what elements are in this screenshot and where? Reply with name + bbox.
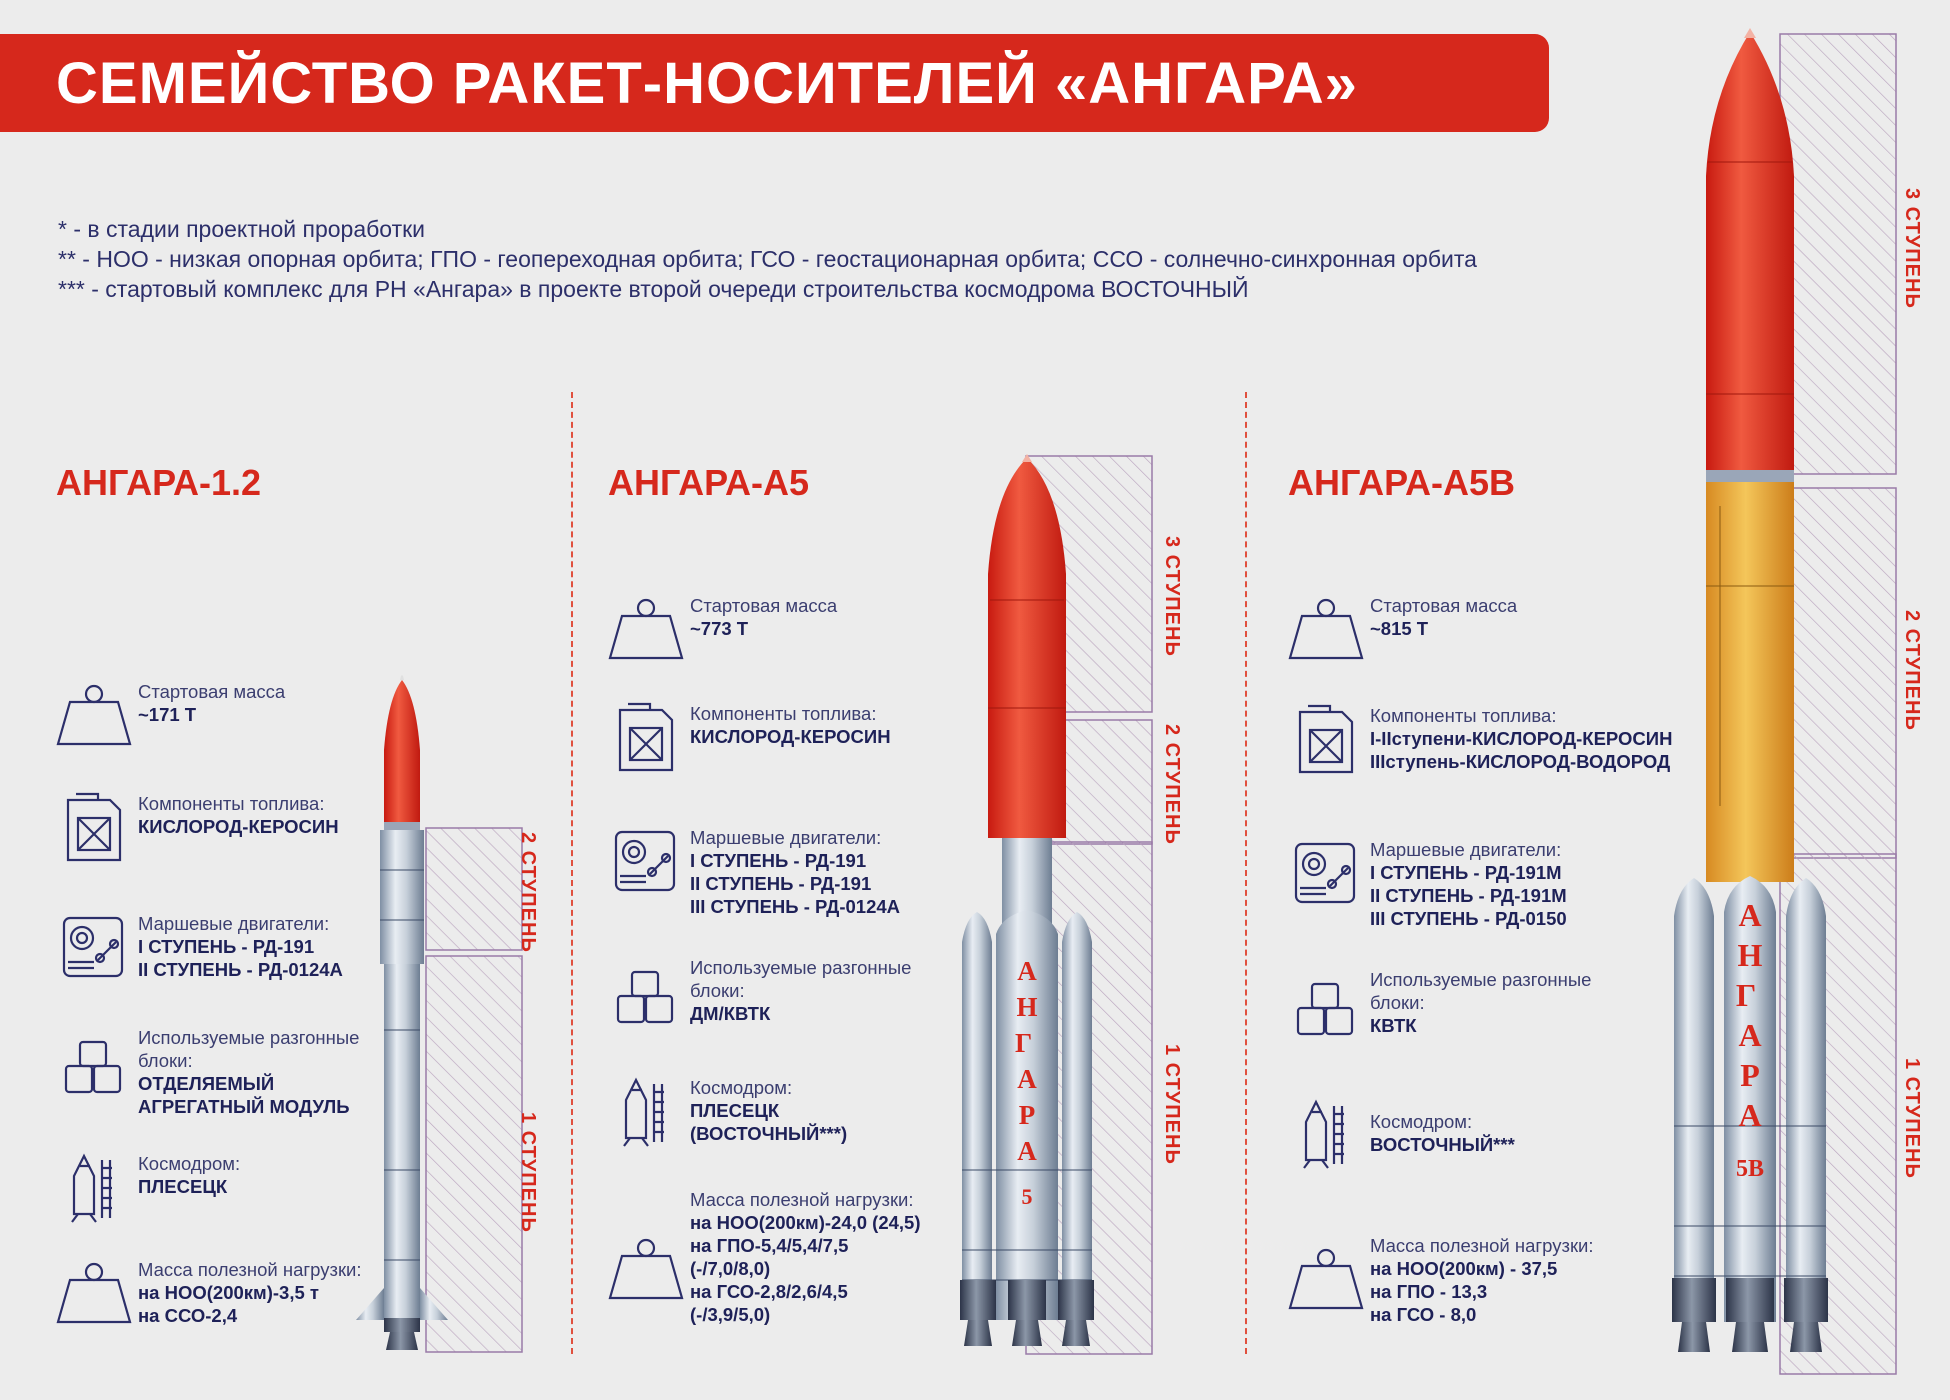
rocket-angara-a5-illustration — [950, 450, 1180, 1370]
rocket-angara-a5v-illustration — [1660, 26, 1910, 1376]
stage-label-1: 1 СТУПЕНЬ — [1161, 1044, 1183, 1165]
weight-icon — [1286, 594, 1366, 666]
spec-label: Используемые разгонные блоки: — [690, 957, 912, 1001]
weight-icon — [54, 680, 134, 752]
column-separator — [1245, 392, 1247, 1354]
spec-value: КИСЛОРОД-КЕРОСИН — [690, 726, 891, 747]
stage-label-3: 3 СТУПЕНЬ — [1161, 536, 1183, 657]
rocket-body-lettering: А Н Г А Р А — [1015, 956, 1038, 1166]
payload-weight-icon — [606, 1234, 686, 1306]
spec-label: Космодром: — [690, 1077, 793, 1098]
payload-weight-icon — [1286, 1244, 1366, 1316]
spec-label: Маршевые двигатели: — [690, 827, 882, 848]
rocket-title-angara-a5: АНГАРА-А5 — [608, 462, 809, 503]
launch-site-icon — [54, 1152, 134, 1224]
spec-value: на НОО(200км)-24,0 (24,5) — [690, 1212, 921, 1233]
spec-label: Используемые разгонные блоки: — [1370, 969, 1592, 1013]
spec-label: Космодром: — [1370, 1111, 1473, 1132]
spec-value: I СТУПЕНЬ - РД-191 — [138, 936, 315, 957]
fuel-canister-icon — [54, 792, 134, 864]
spec-value: ~815 Т — [1370, 618, 1429, 639]
spec-value: КИСЛОРОД-КЕРОСИН — [138, 816, 339, 837]
spec-value: ~171 Т — [138, 704, 197, 725]
spec-value: на ГСО-2,8/2,6/4,5 — [690, 1281, 848, 1302]
spec-value: (ВОСТОЧНЫЙ***) — [690, 1123, 848, 1144]
spec-value: III СТУПЕНЬ - РД-0124А — [690, 896, 901, 917]
fuel-canister-icon — [1286, 704, 1366, 776]
spec-value: I СТУПЕНЬ - РД-191М — [1370, 862, 1562, 883]
spec-value: КВТК — [1370, 1015, 1417, 1036]
spec-value: ОТДЕЛЯЕМЫЙ — [138, 1073, 275, 1094]
engine-icon — [606, 826, 686, 898]
stage-label-2: 2 СТУПЕНЬ — [1901, 610, 1923, 731]
rocket-angara-1-2-illustration — [350, 670, 550, 1370]
spec-value: на ССО-2,4 — [138, 1305, 238, 1326]
spec-value: II СТУПЕНЬ - РД-191 — [690, 873, 872, 894]
title-banner — [0, 34, 1549, 132]
spec-value: ~773 Т — [690, 618, 749, 639]
payload-weight-icon — [54, 1258, 134, 1330]
spec-label: Компоненты топлива: — [1370, 705, 1557, 726]
page-title: СЕМЕЙСТВО РАКЕТ-НОСИТЕЛЕЙ «АНГАРА» — [56, 51, 1358, 116]
spec-label: Компоненты топлива: — [138, 793, 325, 814]
engine-icon — [1286, 838, 1366, 910]
spec-value: I СТУПЕНЬ - РД-191 — [690, 850, 867, 871]
spec-value: III СТУПЕНЬ - РД-0150 — [1370, 908, 1567, 929]
blocks-icon — [54, 1026, 134, 1098]
spec-value: на ГПО - 13,3 — [1370, 1281, 1488, 1302]
stage-label-2: 2 СТУПЕНЬ — [1161, 724, 1183, 845]
rocket-badge: 5В — [1735, 1156, 1765, 1182]
spec-label: Космодром: — [138, 1153, 241, 1174]
spec-value: ВОСТОЧНЫЙ*** — [1370, 1134, 1515, 1155]
spec-label: Маршевые двигатели: — [138, 913, 330, 934]
footnote: *** - стартовый комплекс для РН «Ангара» в проекте второй очереди строительства космодрома ВОСТОЧНЫЙ — [58, 276, 1249, 302]
footnote: * - в стадии проектной проработки — [58, 216, 426, 242]
spec-value: ДМ/КВТК — [690, 1003, 771, 1024]
spec-value: ПЛЕСЕЦК — [690, 1100, 780, 1121]
spec-value: на ГПО-5,4/5,4/7,5 — [690, 1235, 849, 1256]
blocks-icon — [606, 956, 686, 1028]
spec-value: АГРЕГАТНЫЙ МОДУЛЬ — [138, 1096, 350, 1117]
spec-label: Масса полезной нагрузки: — [690, 1189, 914, 1210]
spec-value: на НОО(200км)-3,5 т — [138, 1282, 319, 1303]
spec-label: Масса полезной нагрузки: — [1370, 1235, 1594, 1256]
weight-icon — [606, 594, 686, 666]
spec-value: II СТУПЕНЬ - РД-191М — [1370, 885, 1567, 906]
rocket-badge: 5 — [1021, 1184, 1033, 1209]
spec-value: (-/7,0/8,0) — [690, 1258, 771, 1279]
rocket-title-angara-a5v: АНГАРА-А5В — [1288, 462, 1515, 503]
spec-value: ПЛЕСЕЦК — [138, 1176, 228, 1197]
stage-label-1: 1 СТУПЕНЬ — [517, 1112, 539, 1233]
rocket-title-angara-1-2: АНГАРА-1.2 — [56, 462, 262, 503]
spec-label: Масса полезной нагрузки: — [138, 1259, 362, 1280]
column-separator — [571, 392, 573, 1354]
spec-label: Используемые разгонные блоки: — [138, 1027, 360, 1071]
stage-label-2: 2 СТУПЕНЬ — [517, 832, 539, 953]
spec-label: Стартовая масса — [138, 681, 286, 702]
footnote: ** - НОО - низкая опорная орбита; ГПО - геопереходная орбита; ГСО - геостационарная орбита; ССО - солнечно-синхронная орбита — [58, 246, 1477, 272]
launch-site-icon — [1286, 1098, 1366, 1170]
spec-label: Маршевые двигатели: — [1370, 839, 1562, 860]
spec-value: I-IIступени-КИСЛОРОД-КЕРОСИН — [1370, 728, 1673, 749]
blocks-icon — [1286, 968, 1366, 1040]
spec-value: на ГСО - 8,0 — [1370, 1304, 1477, 1325]
spec-value: на НОО(200км) - 37,5 — [1370, 1258, 1558, 1279]
fuel-canister-icon — [606, 702, 686, 774]
spec-value: (-/3,9/5,0) — [690, 1304, 771, 1325]
launch-site-icon — [606, 1076, 686, 1148]
footnotes — [58, 214, 1477, 304]
spec-value: II СТУПЕНЬ - РД-0124А — [138, 959, 343, 980]
spec-label: Компоненты топлива: — [690, 703, 877, 724]
spec-label: Стартовая масса — [690, 595, 838, 616]
spec-label: Стартовая масса — [1370, 595, 1518, 616]
engine-icon — [54, 912, 134, 984]
spec-value: IIIступень-КИСЛОРОД-ВОДОРОД — [1370, 751, 1671, 772]
stage-label-3: 3 СТУПЕНЬ — [1901, 188, 1923, 309]
rocket-body-lettering: А Н Г А Р А — [1735, 897, 1763, 1133]
stage-label-1: 1 СТУПЕНЬ — [1901, 1058, 1923, 1179]
